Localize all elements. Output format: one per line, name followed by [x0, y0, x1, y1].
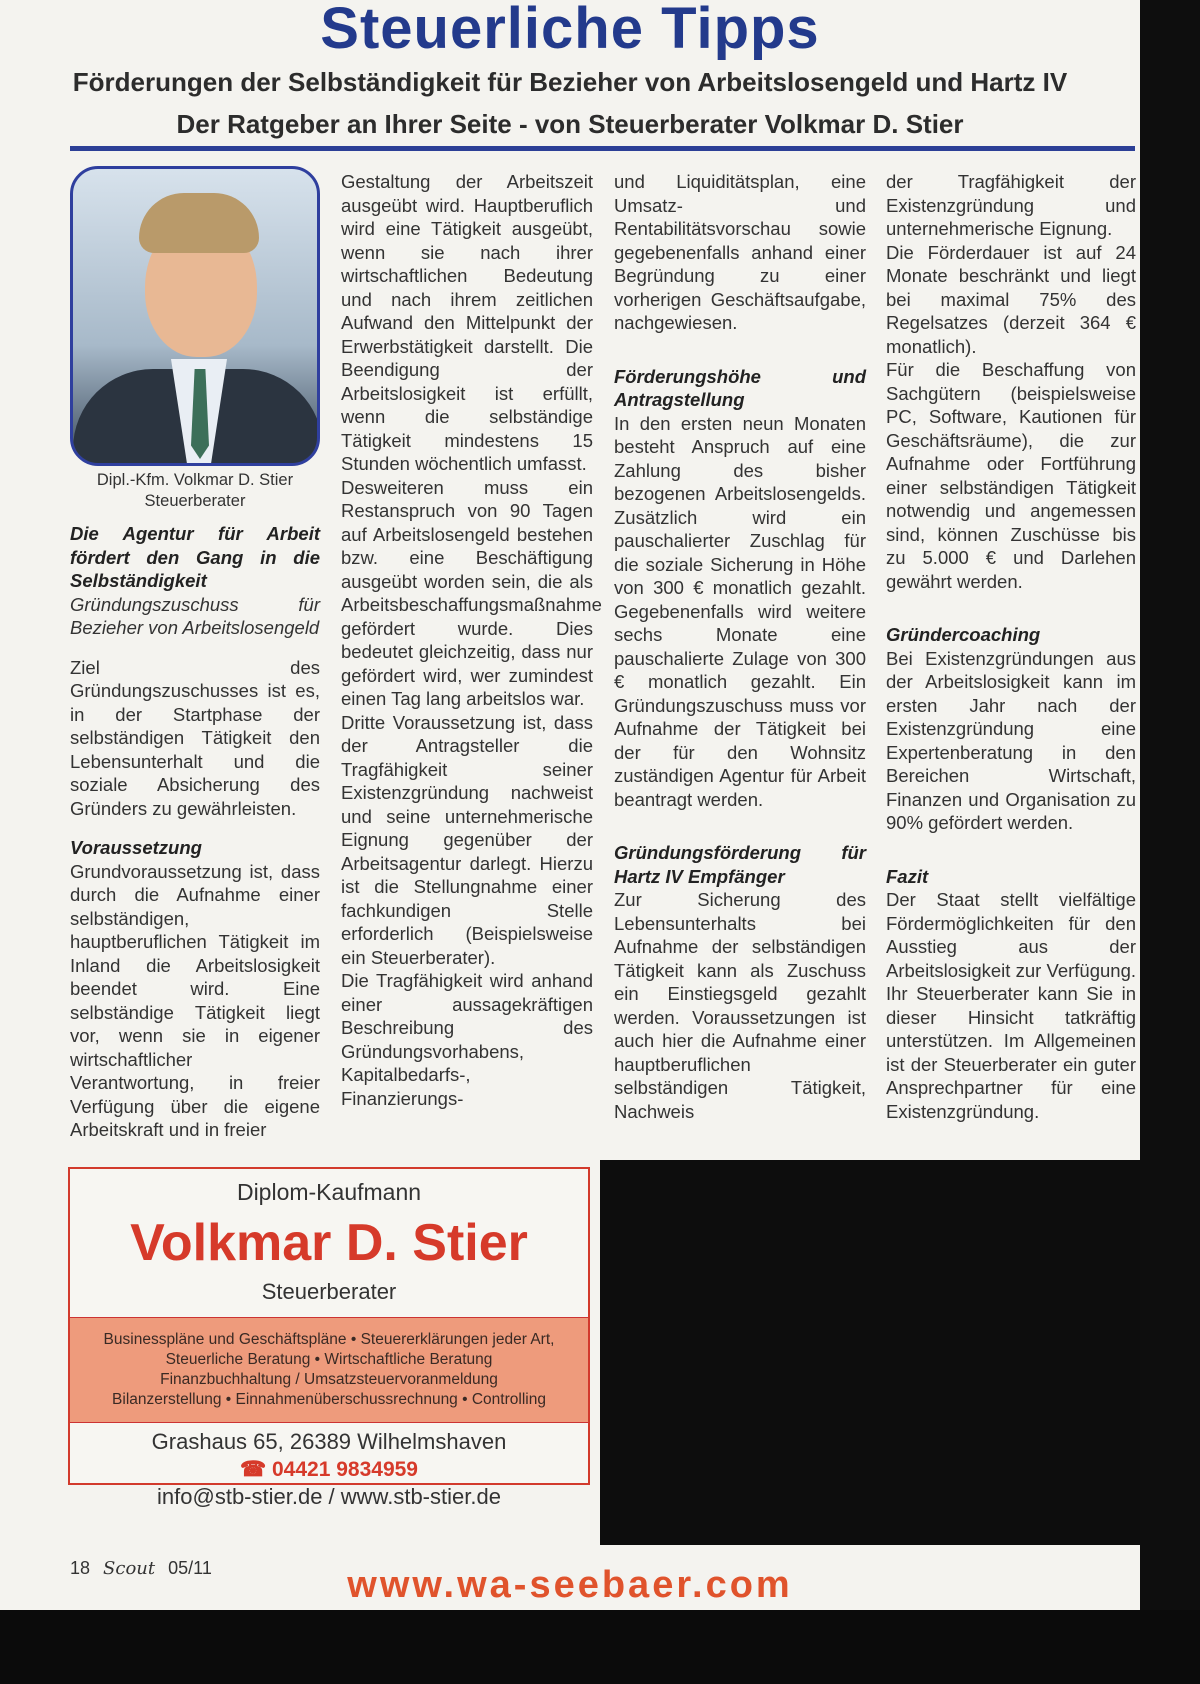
- service-line: Finanzbuchhaltung / Umsatzsteuervoranmeldung: [160, 1371, 498, 1388]
- paragraph: Die Tragfähigkeit wird anhand einer aussagekräftigen Beschreibung des Gründungsvorhabens, Kapitalbedarfs-, Finanzierungs-: [341, 970, 593, 1109]
- paragraph: Grundvoraussetzung ist, dass durch die Aufnahme einer selbständigen, hauptberuflichen Tätigkeit im Inland die Arbeitslosigkeit beendet wird. Eine selbständige Tätigkeit liegt vor, wenn sie in eigener wirtschaftlicher Verantwortung, in freier Verfügung über die eigene Arbeitskraft und in freier: [70, 860, 320, 1140]
- column-1: [70, 522, 320, 1142]
- service-line: Businesspläne und Geschäftspläne • Steuererklärungen jeder Art,: [103, 1331, 555, 1348]
- ad-address: Grashaus 65, 26389 Wilhelmshaven: [151, 1429, 507, 1454]
- section-heading: Gründungsförderung für Hartz IV Empfänger: [614, 842, 866, 887]
- column-4: [886, 170, 1136, 1123]
- section-heading: Fazit: [886, 865, 929, 887]
- section-heading: Voraussetzung: [70, 837, 202, 858]
- paragraph: Für die Beschaffung von Sachgütern (beispielsweise PC, Software, Kautionen für Geschäftsräume), die zur Aufnahme oder Fortführung einer selbständigen Tätigkeit notwendig und angemessen sind, können Zuschüsse bis zu 5.000 € und Darlehen gewährt werden.: [886, 359, 1136, 592]
- page-number: 18: [70, 1558, 91, 1578]
- ad-phone: [70, 1457, 588, 1482]
- phone-icon: ☎: [239, 1458, 267, 1481]
- service-line: Steuerliche Beratung • Wirtschaftliche Beratung: [165, 1351, 493, 1368]
- ad-services-band: [70, 1317, 588, 1423]
- photo-caption: Dipl.-Kfm. Volkmar D. Stier Steuerberater: [96, 471, 294, 510]
- scan-border-right: [1140, 0, 1200, 1684]
- section-heading: Förderungshöhe und Antragstellung: [614, 365, 866, 410]
- lead-heading: Die Agentur für Arbeit fördert den Gang in die Selbständigkeit: [70, 523, 320, 591]
- header-rule: [70, 146, 1135, 151]
- paragraph: Bei Existenzgründungen aus der Arbeitslosigkeit kann im ersten Jahr nach der Existenzgründung eine Expertenberatung in den Bereichen Wirtschaft, Finanzen und Organisation zu 90% gefördert werden.: [886, 647, 1136, 833]
- scan-border-bottom: [0, 1610, 1200, 1684]
- paragraph: Gestaltung der Arbeitszeit ausgeübt wird. Hauptberuflich wird eine Tätigkeit ausgeübt, wenn sie nach ihrer wirtschaftlichen Bedeutung und nach ihrem zeitlichen Aufwand den Mittelpunkt der Erwerbstätigkeit darstellt. Die Beendigung der Arbeitslosigkeit ist erfüllt, wenn die selbständige Tätigkeit mindestens 15 Stunden wöchentlich umfasst.: [341, 171, 593, 474]
- service-line: Bilanzerstellung • Einnahmenüberschussrechnung • Controlling: [112, 1391, 546, 1408]
- column-2: [341, 170, 602, 1110]
- page-title: Steuerliche Tipps: [320, 0, 820, 61]
- column-3: [614, 170, 866, 1123]
- paragraph: In den ersten neun Monaten besteht Anspruch auf eine Zahlung des bisher bezogenen Arbeitslosengelds. Zusätzlich wird ein pauschalierter Zuschlag für die soziale Sicherung in Höhe von 300 € monatlich gezahlt. Gegebenenfalls wird weitere sechs Monate eine pauschalierte Zulage von 300 € monatlich gezahlt. Ein Gründungszuschuss muss vor Aufnahme der Tätigkeit bei der für den Wohnsitz zuständigen Agentur für Arbeit beantragt werden.: [614, 412, 866, 810]
- paragraph: Ziel des Gründungszuschusses ist es, in der Startphase der selbständigen Tätigkeit den Lebensunterhalt und die soziale Absicherung des Gründers zu gewährleisten.: [70, 656, 320, 819]
- phone-number: 04421 9834959: [272, 1458, 418, 1481]
- paragraph: Desweiteren muss ein Restanspruch von 90 Tagen auf Arbeitslosengeld bestehen bzw. eine Beschäftigung ausgeübt worden sein, die als Arbeitsbeschaffungsmaßnahme gefördert wurde. Dies bedeutet gleichzeitig, dass nur gefördert wird, wer zumindest einen Tag lang arbeitslos war.: [341, 476, 602, 709]
- paragraph: Dritte Voraussetzung ist, dass der Antragsteller die Tragfähigkeit seiner Existenzgründung nachweist und seine unternehmerische Eignung gegenüber der Arbeitsagentur darlegt. Hierzu ist die Stellungnahme einer fachkundigen Stelle erforderlich (Beispielsweise ein Steuerberater).: [341, 711, 593, 968]
- magazine-logo: Scout: [103, 1558, 156, 1579]
- advertisement-box: [68, 1167, 590, 1509]
- paragraph: und Liquiditätsplan, eine Umsatz- und Rentabilitätsvorschau sowie gegebenenfalls anhand einer Begründung zu einer vorherigen Geschäftsaufgabe, nachgewiesen.: [614, 171, 866, 333]
- section-heading: Gründercoaching: [886, 624, 1041, 645]
- ad-role: Steuerberater: [261, 1279, 397, 1304]
- ad-title: Diplom-Kaufmann: [236, 1179, 422, 1205]
- subtitle: Förderungen der Selbständigkeit für Bezieher von Arbeitslosengeld und Hartz IV: [72, 67, 1068, 97]
- footer-url: www.wa-seebaer.com: [347, 1564, 793, 1606]
- paragraph: Der Staat stellt vielfältige Fördermöglichkeiten für den Ausstieg aus der Arbeitslosigkeit zur Verfügung. Ihr Steuerberater kann Sie in dieser Hinsicht tatkräftig unterstützen. Im Allgemeinen ist der Steuerberater ein guter Ansprechpartner für eine Existenzgründung.: [886, 889, 1136, 1122]
- paragraph: der Tragfähigkeit der Existenzgründung und unternehmerische Eignung.: [886, 171, 1136, 239]
- ad-web: info@stb-stier.de / www.stb-stier.de: [157, 1484, 501, 1509]
- author-photo: [70, 166, 320, 466]
- black-area: [600, 1160, 1140, 1545]
- ad-name: Volkmar D. Stier: [130, 1214, 528, 1272]
- lead-subheading: Gründungszuschuss für Bezieher von Arbeitslosengeld: [70, 593, 320, 638]
- paragraph: Die Förderdauer ist auf 24 Monate beschränkt und liegt bei maximal 75% des Regelsatzes (derzeit 364 € monatlich).: [886, 241, 1136, 357]
- issue: 05/11: [168, 1558, 212, 1578]
- paragraph: Zur Sicherung des Lebensunterhalts bei Aufnahme der selbständigen Tätigkeit kann als Zuschuss ein Einstiegsgeld gezahlt werden. Voraussetzungen ist auch hier die Aufnahme einer hauptberuflichen selbständigen Tätigkeit, Nachweis: [614, 889, 866, 1122]
- byline: Der Ratgeber an Ihrer Seite - von Steuerberater Volkmar D. Stier: [176, 109, 964, 139]
